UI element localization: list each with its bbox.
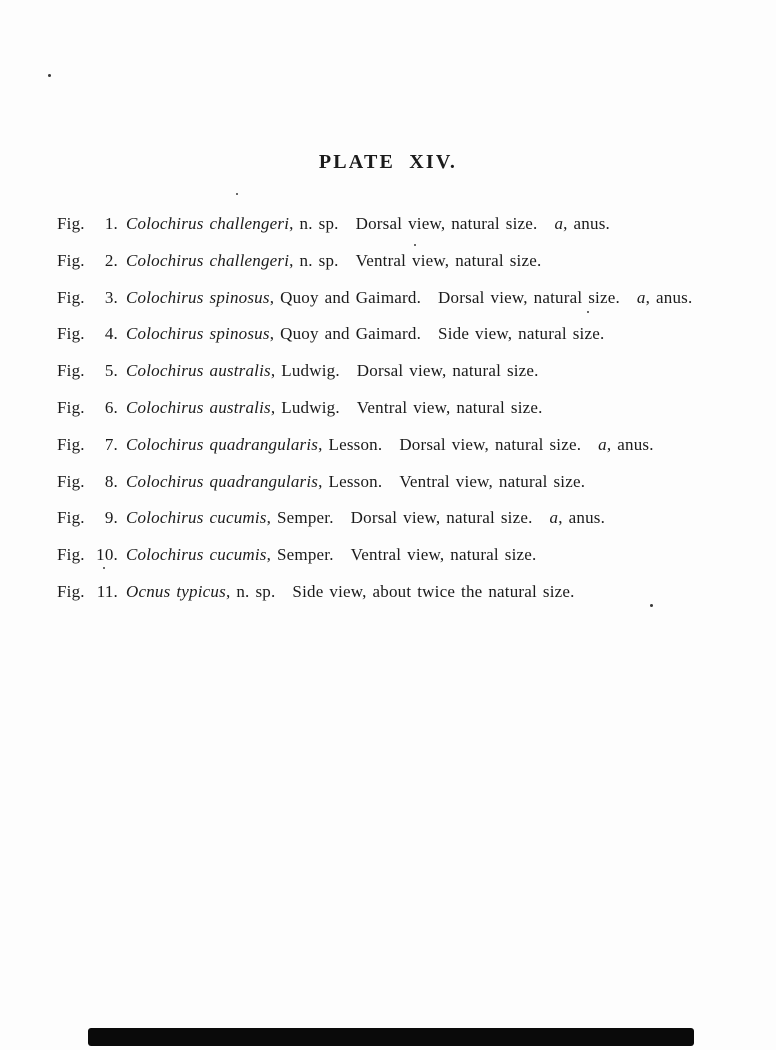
- figure-label: Fig.: [57, 361, 85, 381]
- species-name: Ocnus typicus: [126, 581, 226, 601]
- species-authority: , n. sp.: [289, 214, 339, 233]
- figure-number: 3.: [104, 287, 118, 307]
- figure-caption: [126, 251, 558, 270]
- anus-label: , anus.: [558, 508, 606, 528]
- scan-speck: [236, 193, 238, 195]
- species-authority: , Semper.: [266, 545, 334, 565]
- view-description: Ventral view, natural size.: [355, 250, 542, 270]
- figure-number: 11.: [96, 581, 118, 601]
- species-authority: , Ludwig.: [270, 397, 340, 417]
- species-authority: , Ludwig.: [270, 361, 340, 381]
- scan-speck: [103, 567, 105, 569]
- view-description: Dorsal view, natural size.: [355, 214, 538, 233]
- figure-number: 1.: [104, 214, 118, 233]
- plate-title: PLATE XIV.: [318, 151, 458, 173]
- species-name: Colochirus spinosus: [126, 324, 270, 344]
- caption-row: [0, 280, 776, 317]
- figure-caption: [126, 398, 560, 417]
- view-description: Side view, natural size.: [438, 324, 605, 344]
- anus-label: , anus.: [645, 287, 693, 307]
- view-description: Ventral view, natural size.: [356, 397, 543, 417]
- species-name: Colochirus cucumis: [126, 508, 267, 528]
- view-description: Ventral view, natural size.: [399, 471, 586, 491]
- caption-row: [0, 316, 776, 353]
- species-authority: , Quoy and Gaimard.: [269, 287, 422, 307]
- figure-label: Fig.: [57, 250, 85, 270]
- caption-row: [0, 353, 776, 390]
- species-name: Colochirus challengeri: [126, 214, 290, 233]
- figure-label: Fig.: [57, 397, 85, 417]
- figure-label: Fig.: [57, 434, 85, 454]
- figure-caption: [126, 545, 553, 564]
- figure-number: 9.: [104, 508, 118, 528]
- anus-letter: a: [636, 287, 646, 307]
- figure-label: Fig.: [57, 581, 85, 601]
- figure-number: 8.: [104, 471, 118, 491]
- scan-speck: [48, 74, 51, 77]
- figure-caption: [126, 582, 592, 601]
- view-description: Side view, about twice the natural size.: [292, 581, 575, 601]
- caption-row: [0, 243, 776, 280]
- species-name: Colochirus australis: [126, 397, 271, 417]
- view-description: Dorsal view, natural size.: [356, 361, 539, 381]
- figure-caption: [126, 324, 621, 343]
- figure-caption: [126, 472, 602, 491]
- figure-number: 4.: [104, 324, 118, 344]
- view-description: Dorsal view, natural size.: [350, 508, 533, 528]
- figure-caption: [126, 435, 654, 454]
- species-authority: , Lesson.: [318, 434, 383, 454]
- anus-letter: a: [549, 508, 559, 528]
- view-description: Dorsal view, natural size.: [438, 287, 620, 307]
- figure-label: Fig.: [57, 545, 85, 565]
- figure-caption-list: [0, 206, 776, 611]
- scan-speck: [587, 311, 589, 313]
- figure-label: Fig.: [57, 214, 85, 233]
- figure-number: 10.: [96, 545, 118, 565]
- anus-letter: a: [554, 214, 564, 233]
- species-authority: , n. sp.: [289, 250, 339, 270]
- species-name: Colochirus challengeri: [126, 250, 290, 270]
- figure-label: Fig.: [57, 508, 85, 528]
- species-name: Colochirus spinosus: [126, 287, 270, 307]
- species-authority: , Quoy and Gaimard.: [269, 324, 422, 344]
- figure-number: 5.: [104, 361, 118, 381]
- species-name: Colochirus cucumis: [126, 545, 267, 565]
- scan-speck: [414, 244, 416, 246]
- figure-label: Fig.: [57, 324, 85, 344]
- species-name: Colochirus australis: [126, 361, 271, 381]
- caption-row: [0, 427, 776, 464]
- figure-caption: [126, 508, 605, 527]
- caption-row: [0, 464, 776, 501]
- scan-speck: [650, 604, 653, 607]
- figure-caption: [126, 288, 692, 307]
- caption-row: [0, 574, 776, 611]
- caption-row: [0, 537, 776, 574]
- caption-row: [0, 500, 776, 537]
- scan-artifact-bar: [88, 1028, 694, 1046]
- caption-row: [0, 390, 776, 427]
- view-description: Dorsal view, natural size.: [399, 434, 582, 454]
- figure-number: 7.: [104, 434, 118, 454]
- caption-row: [0, 206, 776, 243]
- anus-label: , anus.: [606, 434, 654, 454]
- species-name: Colochirus quadrangularis: [126, 434, 319, 454]
- figure-caption: [126, 214, 610, 233]
- figure-number: 6.: [104, 397, 118, 417]
- species-authority: , Semper.: [266, 508, 334, 528]
- figure-caption: [126, 361, 556, 380]
- figure-label: Fig.: [57, 471, 85, 491]
- anus-label: , anus.: [563, 214, 610, 233]
- figure-label: Fig.: [57, 287, 85, 307]
- view-description: Ventral view, natural size.: [350, 545, 537, 565]
- species-authority: , n. sp.: [225, 581, 276, 601]
- figure-number: 2.: [104, 250, 118, 270]
- species-authority: , Lesson.: [318, 471, 383, 491]
- species-name: Colochirus quadrangularis: [126, 471, 319, 491]
- anus-letter: a: [598, 434, 607, 454]
